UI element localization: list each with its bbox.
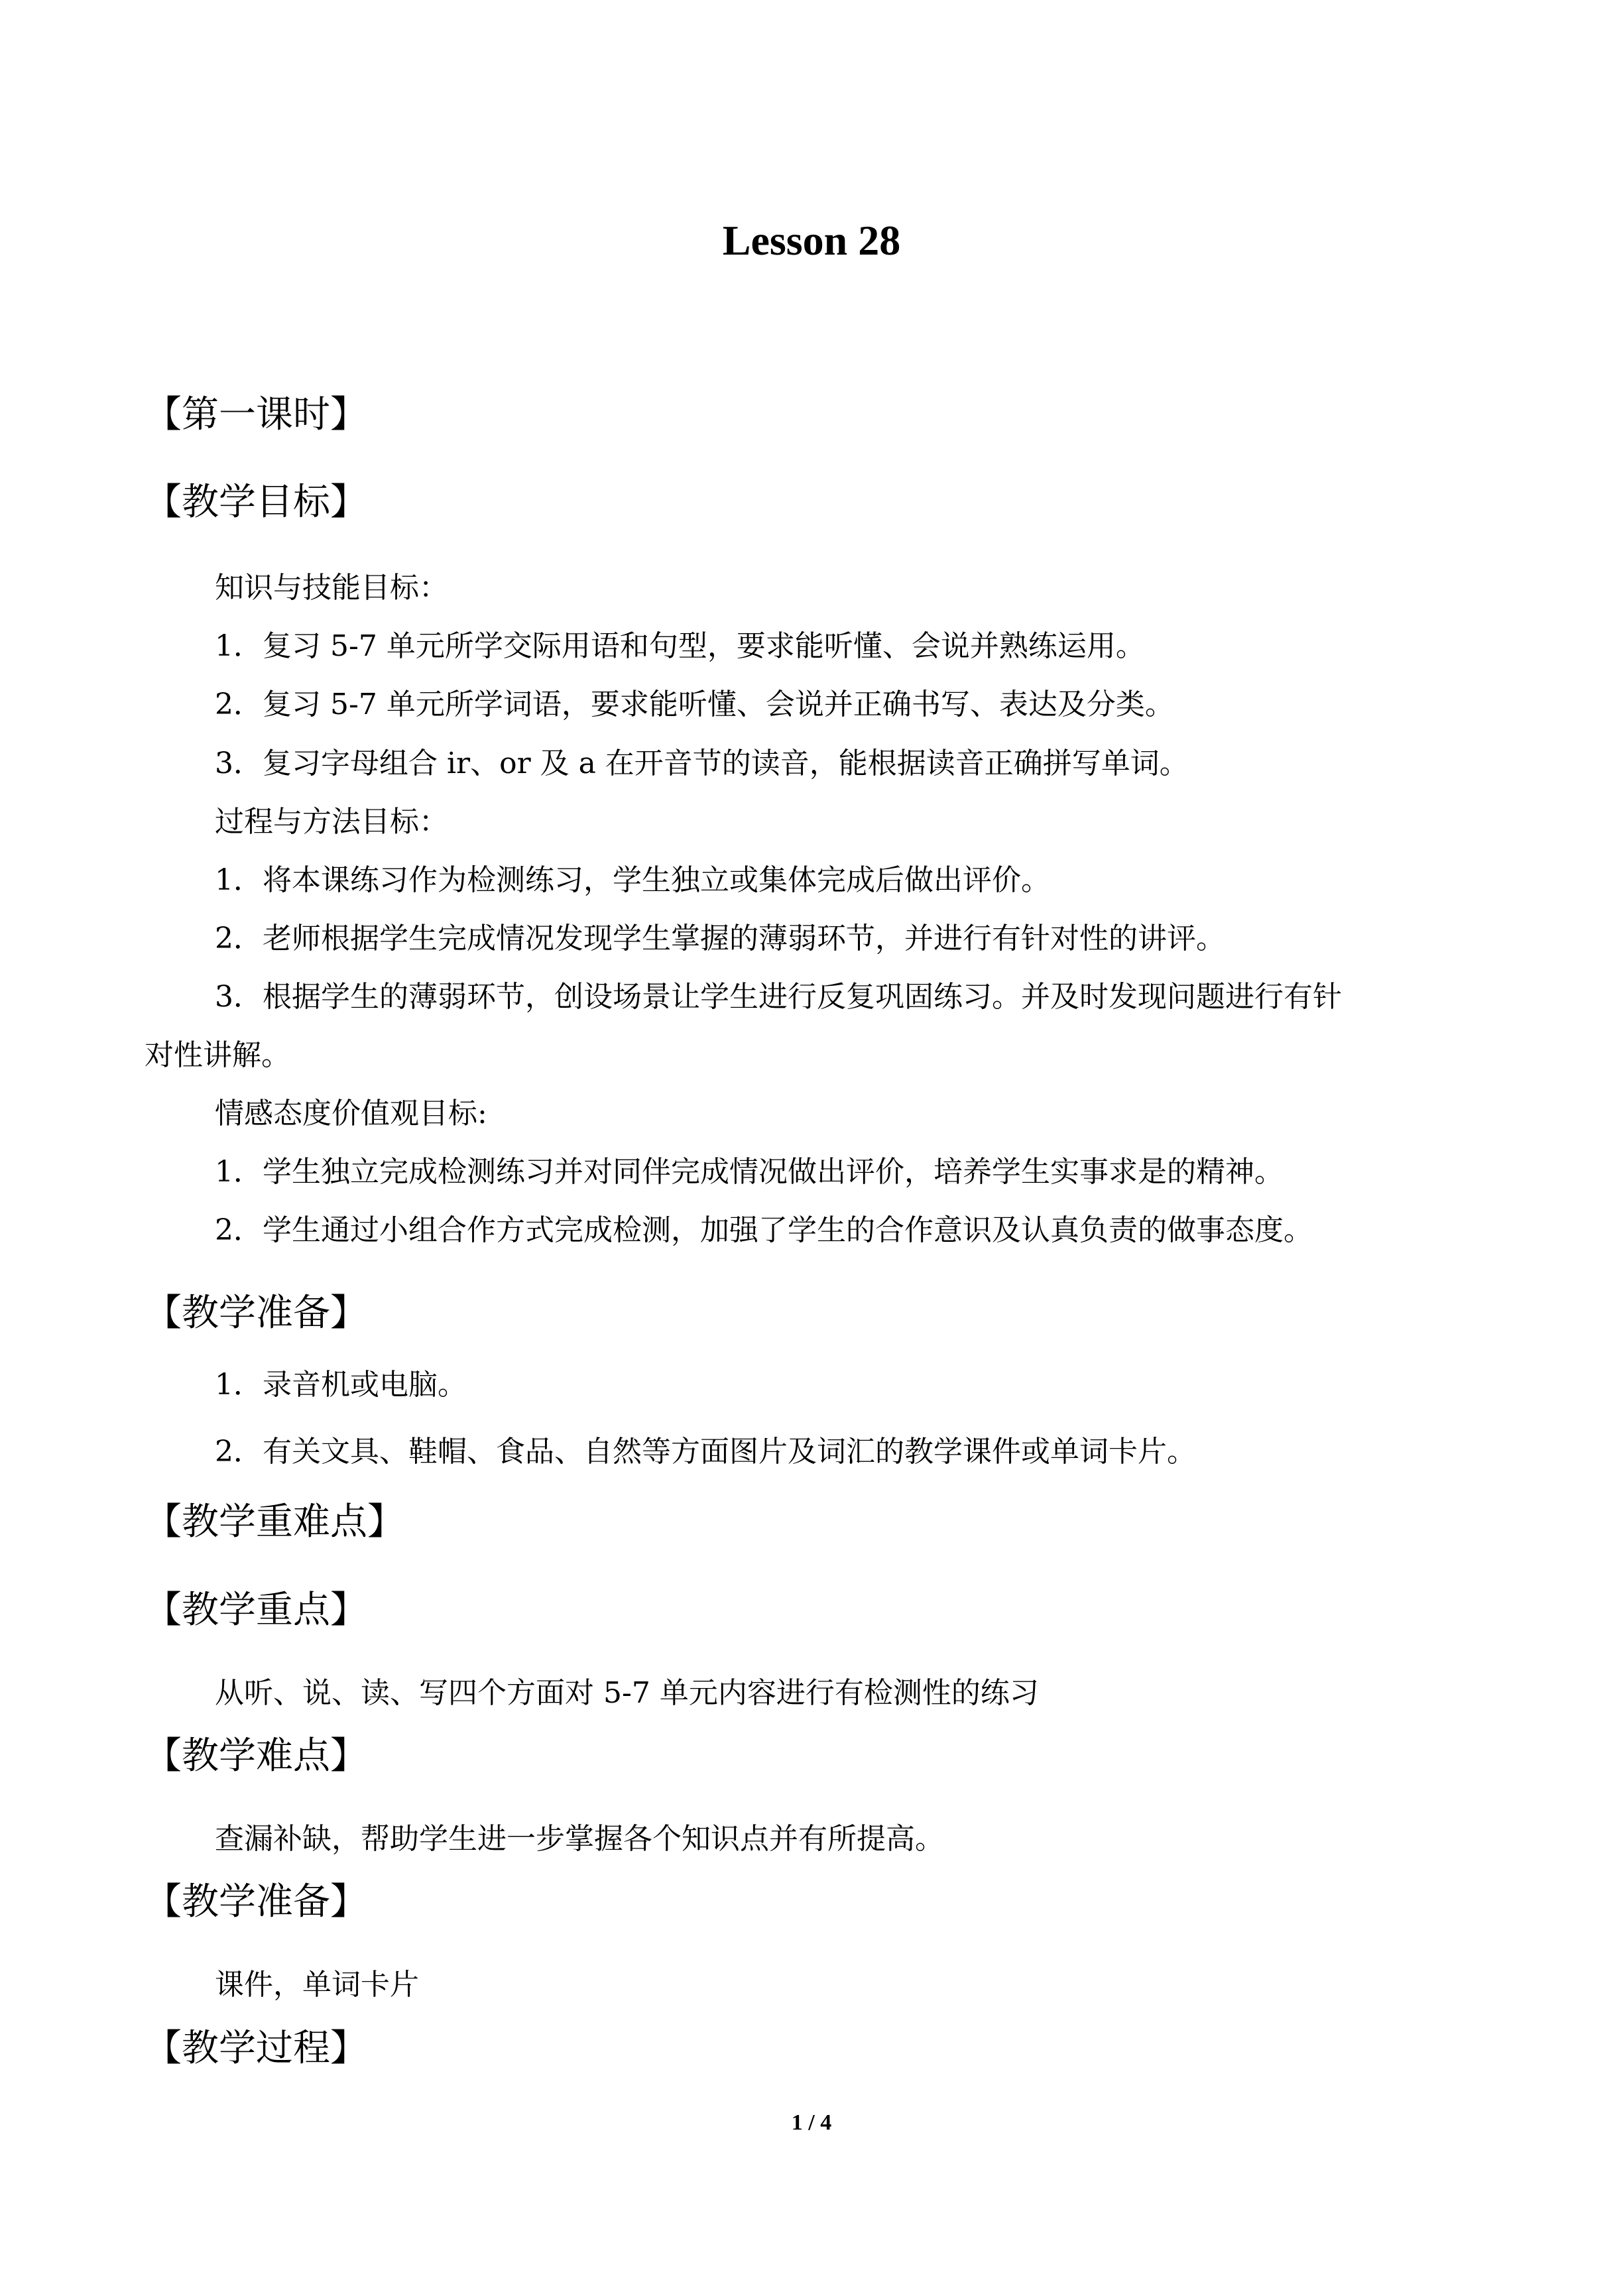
heading-difficult-points: 【教学难点】 xyxy=(145,1734,367,1778)
heading-first-period: 【第一课时】 xyxy=(145,393,367,436)
process-item-2: 2．老师根据学生完成情况发现学生掌握的薄弱环节，并进行有针对性的讲评。 xyxy=(215,922,1225,955)
emotion-label: 情感态度价值观目标: xyxy=(215,1097,487,1130)
heading-key-and-difficult: 【教学重难点】 xyxy=(145,1500,404,1543)
heading-teaching-process: 【教学过程】 xyxy=(145,2027,367,2070)
prep2-text: 课件，单词卡片 xyxy=(215,1968,419,2002)
heading-preparation-2: 【教学准备】 xyxy=(145,1880,367,1923)
prep-item-1: 1．录音机或电脑。 xyxy=(215,1368,467,1402)
emotion-item-1: 1．学生独立完成检测练习并对同伴完成情况做出评价，培养学生实事求是的精神。 xyxy=(215,1155,1284,1189)
knowledge-item-3: 3．复习字母组合 ir、or 及 a 在开音节的读音，能根据读音正确拼写单词。 xyxy=(215,747,1189,780)
heading-objectives: 【教学目标】 xyxy=(145,481,367,524)
difficult-points-text: 查漏补缺，帮助学生进一步掌握各个知识点并有所提高。 xyxy=(215,1822,944,1856)
prep-item-2: 2．有关文具、鞋帽、食品、自然等方面图片及词汇的教学课件或单词卡片。 xyxy=(215,1435,1196,1469)
process-label: 过程与方法目标： xyxy=(215,805,448,839)
heading-key-points: 【教学重点】 xyxy=(145,1589,367,1632)
knowledge-label: 知识与技能目标： xyxy=(215,571,448,605)
lesson-title: Lesson 28 xyxy=(722,217,901,264)
process-item-1: 1．将本课练习作为检测练习，学生独立或集体完成后做出评价。 xyxy=(215,863,1050,897)
key-points-text: 从听、说、读、写四个方面对 5-7 单元内容进行有检测性的练习 xyxy=(215,1676,1039,1710)
page-number: 1 / 4 xyxy=(791,2110,832,2135)
process-item-3-continued: 对性讲解。 xyxy=(145,1038,290,1072)
process-item-3: 3．根据学生的薄弱环节，创设场景让学生进行反复巩固练习。并及时发现问题进行有针 xyxy=(215,980,1342,1014)
knowledge-item-1: 1．复习 5-7 单元所学交际用语和句型，要求能听懂、会说并熟练运用。 xyxy=(215,629,1145,663)
knowledge-item-2: 2．复习 5-7 单元所学词语，要求能听懂、会说并正确书写、表达及分类。 xyxy=(215,688,1174,721)
emotion-item-2: 2．学生通过小组合作方式完成检测，加强了学生的合作意识及认真负责的做事态度。 xyxy=(215,1213,1313,1247)
heading-preparation: 【教学准备】 xyxy=(145,1292,367,1335)
